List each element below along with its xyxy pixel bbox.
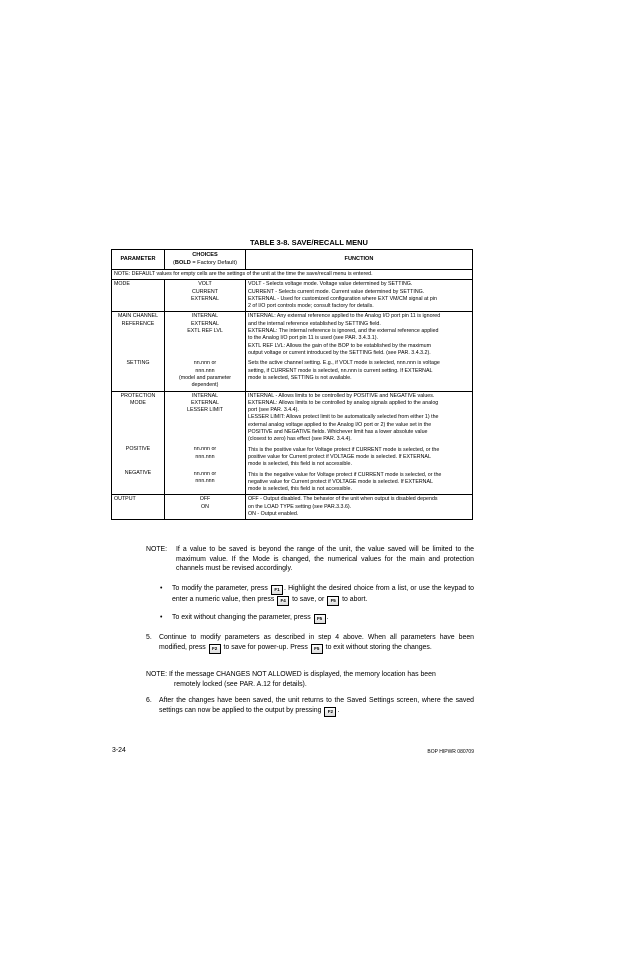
row-protection-function (246, 391, 473, 495)
bullet-modify-parameter (160, 584, 474, 606)
param-line: MODE (130, 399, 146, 406)
table-note-row (112, 270, 473, 280)
bullet-exit-parameter (160, 613, 474, 624)
choice: EXTERNAL (191, 320, 219, 327)
text-run: to abort. (340, 596, 368, 603)
table-row (112, 312, 473, 391)
row-protection-choices (165, 391, 246, 495)
note-line: remotely locked (see PAR. A.12 for details). (174, 680, 307, 688)
step-5 (146, 633, 474, 654)
text-run: . (337, 706, 340, 714)
table-row (112, 495, 473, 520)
f5-key-icon: F5 (311, 644, 323, 654)
save-recall-menu-table (111, 249, 473, 520)
text-run: To modify the parameter, press (172, 585, 270, 592)
row-main-channel-choices (165, 312, 246, 391)
function-line: Sets the active channel setting. E.g., if VOLT mode is selected, nnn.nnn is voltage (248, 360, 440, 367)
choice: nnn.nnn (195, 478, 215, 485)
header-choices-paren: ( (173, 259, 175, 266)
row-output-param: OUTPUT (112, 495, 165, 520)
table-title: TABLE 3-8. SAVE/RECALL MENU (250, 238, 368, 247)
function-line: VOLT - Selects voltage mode. Voltage value determined by SETTING. (248, 281, 413, 288)
param-line: PROTECTION (120, 392, 156, 399)
text-run: . (326, 614, 329, 621)
bullet-dot: • (160, 614, 163, 621)
choice: (model and parameter (178, 374, 232, 381)
text-run: to save, or (290, 596, 327, 603)
text-run: After the changes have been saved, the unit returns to the Saved Settings screen, where the saved settings can now be applied to the output by pressing (159, 697, 474, 714)
row-mode-choices (165, 280, 246, 312)
choice: EXTERNAL (191, 399, 219, 406)
function-line: on the LOAD TYPE setting (see PAR.3.3.6). (248, 503, 352, 510)
choice: INTERNAL (191, 313, 219, 320)
text-run: . Highlight the desired choice from a list, or use the keypad to enter a numeric value, then press (172, 585, 474, 603)
table-header-row (112, 250, 473, 270)
function-line: EXTERNAL - Used for customized configuration where EXT VM/CM signal at pin (248, 295, 437, 302)
sub-param-setting: SETTING (126, 360, 150, 367)
f4-key-icon: F4 (277, 596, 289, 606)
sub-param-positive: POSITIVE (125, 446, 151, 453)
function-line: mode is selected, this field is not accessible. (248, 486, 352, 493)
function-line: EXTL REF LVL: Allows the gain of the BOP to be established by the maximum (248, 342, 432, 349)
header-function: FUNCTION (246, 250, 473, 270)
bullet-dot: • (160, 585, 163, 592)
function-line: This is the positive value for Voltage protect if CURRENT mode is selected, or the (248, 446, 440, 453)
header-choices-rest: = Factory Default) (190, 259, 237, 266)
note-label: NOTE: (146, 546, 168, 553)
function-line: POSITIVE and NEGATIVE fields. Whichever limit has a lower absolute value (248, 429, 428, 436)
text-run: To exit without changing the parameter, press (172, 614, 313, 621)
function-line: negative value for Current protect if VOLTAGE mode is selected. If EXTERNAL (248, 478, 433, 485)
f1-key-icon: F1 (271, 585, 283, 595)
param-line: MAIN CHANNEL (117, 313, 159, 320)
function-line: OFF - Output disabled. The behavior of the unit when output is disabled depends (248, 496, 438, 503)
param-line: REFERENCE (121, 320, 155, 327)
row-main-channel-param (112, 312, 165, 391)
sub-param-negative: NEGATIVE (124, 470, 152, 477)
choice: nn.nnn or (193, 471, 217, 478)
function-line: setting, if CURRENT mode is selected, nn.nnn is current setting. If EXTERNAL (248, 367, 433, 374)
row-mode-function (246, 280, 473, 312)
header-choices (165, 250, 246, 270)
function-line: and the internal reference established by SETTING field. (248, 320, 381, 327)
function-line: EXTERNAL: The internal reference is ignored, and the external reference applied (248, 328, 439, 335)
choice: nnn.nnn (195, 453, 215, 460)
choice: dependent) (191, 382, 219, 389)
row-mode-param: MODE (112, 280, 165, 312)
function-line: INTERNAL: Any external reference applied to the Analog I/O port pin 11 is ignored (248, 313, 441, 320)
step-number: 5. (146, 634, 152, 641)
choice: nn.nnn or (193, 360, 217, 367)
step-6 (146, 696, 474, 717)
choice: CURRENT (192, 288, 218, 295)
step-text (159, 696, 474, 717)
function-line: mode is selected, this field is not accessible. (248, 461, 352, 468)
bullet-text (172, 613, 474, 624)
note-text: If a value to be saved is beyond the range of the unit, the value saved will be limited to the maximum value. If the Mode is changed, the numerical values for the main and protection channels must be revised accordingly. (176, 546, 474, 573)
choice: nn.nnn or (193, 446, 217, 453)
choice: ON (201, 503, 209, 510)
function-line: port (see PAR. 3.4.4). (248, 407, 299, 414)
function-line: (closest to zero) has effect (see PAR. 3.4.4). (248, 436, 352, 443)
function-line: mode is selected, SETTING is not available. (248, 374, 352, 381)
choice: nnn.nnn (195, 367, 215, 374)
note-value-range (146, 545, 474, 574)
choice: EXTL REF LVL (187, 328, 223, 335)
row-main-channel-function (246, 312, 473, 391)
function-line: positive value for Current protect if VOLTAGE mode is selected. If EXTERNAL (248, 453, 431, 460)
choice: OFF (199, 496, 211, 503)
text-run: to save for power-up. Press (221, 643, 310, 651)
row-output-function (246, 495, 473, 520)
function-line: CURRENT - Selects current mode. Current value determined by SETTING. (248, 288, 425, 295)
function-line: LESSER LIMIT: Allows protect limit to be automatically selected from either 1) the (248, 414, 439, 421)
document-id: BOP HIPWR 080709 (427, 749, 474, 755)
step-text (159, 633, 474, 654)
header-parameter: PARAMETER (112, 250, 165, 270)
header-choices-bold: BOLD (174, 259, 191, 266)
page-number: 3-24 (112, 747, 126, 754)
bullet-text (172, 584, 474, 606)
function-line: to the Analog I/O port pin 11 is used (see PAR. 3.4.3.1). (248, 335, 378, 342)
function-line: external analog voltage applied to the Analog I/O port or 2) the value set in the (248, 421, 432, 428)
function-line: output voltage or current introduced by the SETTING field. (see PAR. 3.4.3.2). (248, 349, 431, 356)
table-row (112, 280, 473, 312)
f2-key-icon: F2 (209, 644, 221, 654)
choice: VOLT (198, 281, 212, 288)
choice: LESSER LIMIT (187, 407, 223, 414)
step-number: 6. (146, 697, 152, 704)
text-run: to exit without storing the changes. (323, 643, 432, 651)
function-line: ON - Output enabled. (248, 511, 299, 518)
choice: EXTERNAL (191, 295, 219, 302)
table-note: NOTE: DEFAULT values for empty cells are the settings of the unit at the time the save/recall menu is entered. (112, 270, 473, 280)
f2-key-icon: F2 (324, 707, 336, 717)
note-changes-not-allowed (146, 670, 474, 689)
function-line: This is the negative value for Voltage protect if CURRENT mode is selected, or the (248, 471, 442, 478)
row-protection-param (112, 391, 165, 495)
choice: INTERNAL (191, 392, 219, 399)
row-output-choices (165, 495, 246, 520)
note-line: NOTE: If the message CHANGES NOT ALLOWED is displayed, the memory location has been (146, 671, 436, 678)
function-line: EXTERNAL: Allows limits to be controlled by analog signals applied to the analog (248, 399, 439, 406)
text-run: Continue to modify parameters as described in step 4 above. When all parameters have been modified, press (159, 634, 474, 651)
f5-key-icon: F5 (327, 596, 339, 606)
function-line: INTERNAL - Allows limits to be controlled by POSITIVE and NEGATIVE values. (248, 392, 435, 399)
function-line: 2 of I/O port controls mode; consult factory for details. (248, 303, 374, 310)
f5-key-icon: F5 (314, 614, 326, 624)
table-row (112, 391, 473, 495)
header-choices-title: CHOICES (192, 252, 218, 259)
